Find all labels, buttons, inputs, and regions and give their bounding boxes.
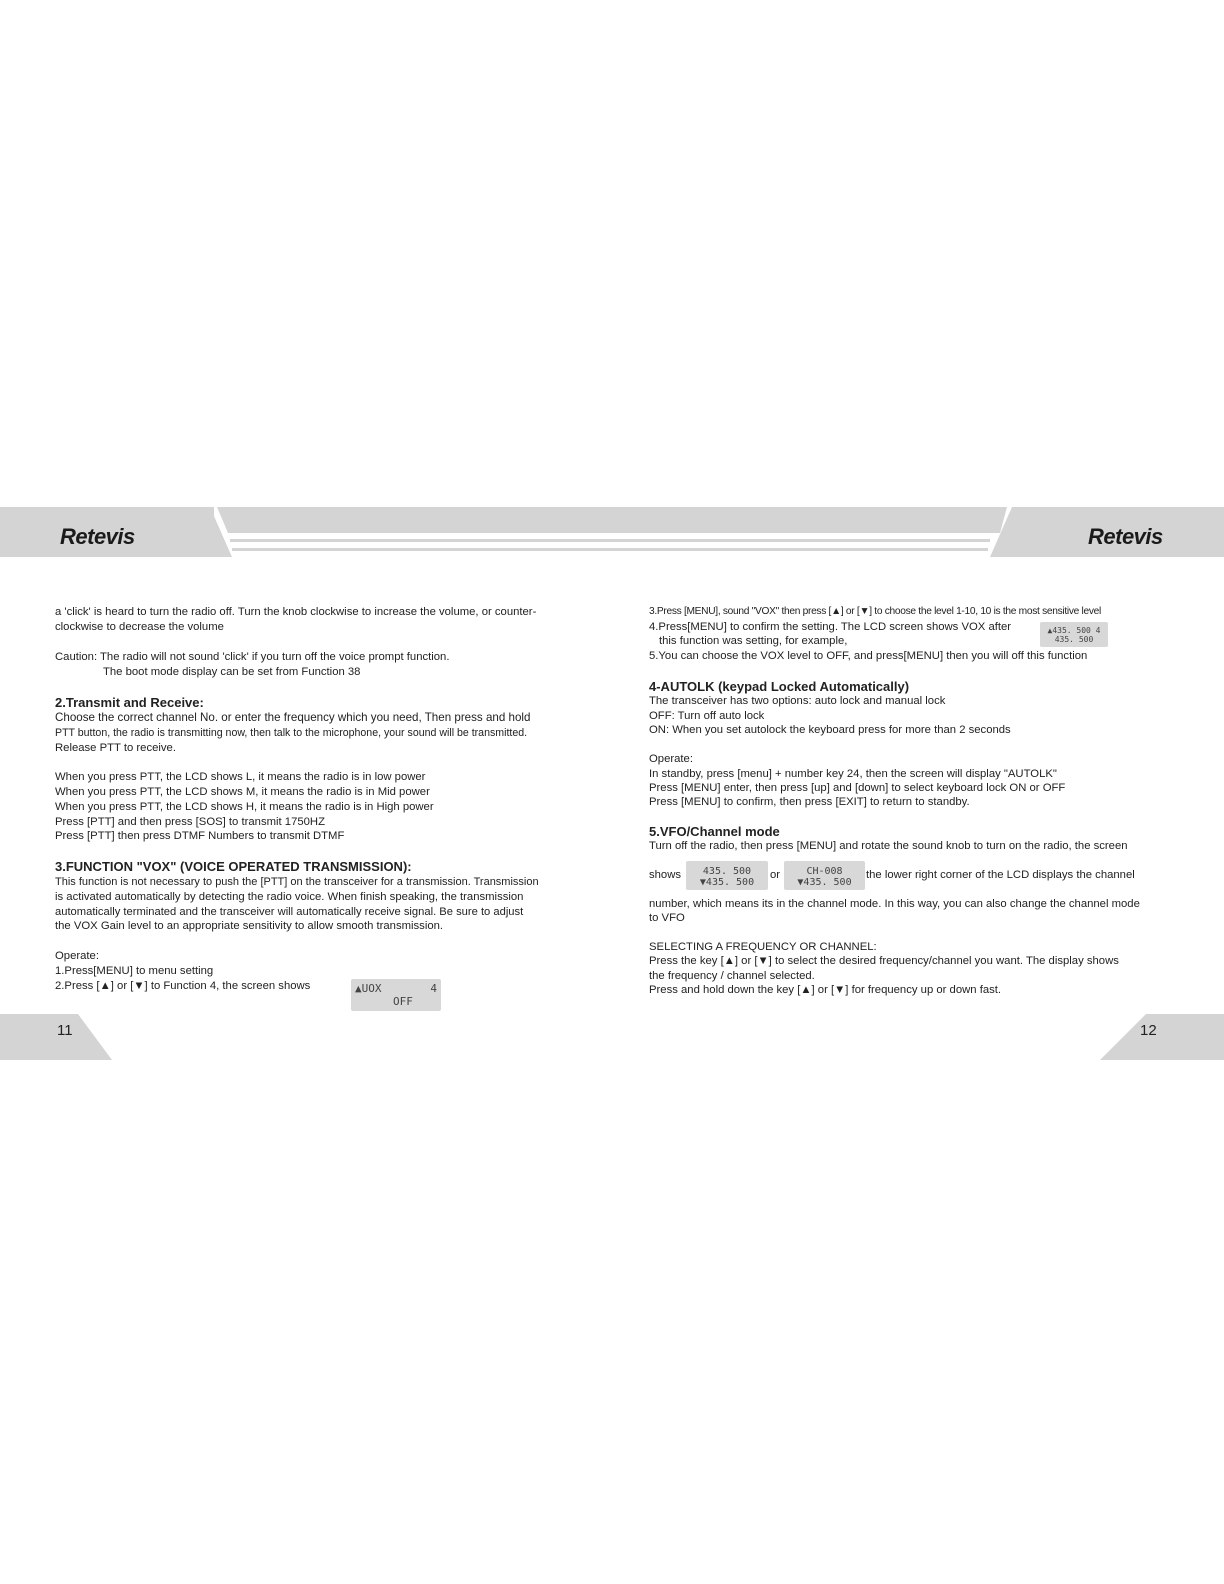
page-number-right: 12 bbox=[1140, 1022, 1157, 1039]
text-line: Operate: bbox=[55, 950, 99, 962]
text-line: the frequency / channel selected. bbox=[649, 970, 815, 982]
text-line: automatically terminated and the transceiver will automatically receive signal. Be sure to adjust bbox=[55, 906, 524, 918]
text-line: Release PTT to receive. bbox=[55, 742, 176, 754]
text-line: the VOX Gain level to an appropriate sensitivity to allow smooth transmission. bbox=[55, 920, 444, 932]
text-line: Press and hold down the key [▲] or [▼] for frequency up or down fast. bbox=[649, 984, 1002, 996]
lcd-vox-example bbox=[1040, 622, 1108, 647]
text-line: number, which means its in the channel mode. In this way, you can also change the channel mode bbox=[649, 898, 1140, 910]
lcd-text: 435. 500 bbox=[702, 866, 752, 877]
text-line: this function was setting, for example, bbox=[659, 635, 848, 647]
section-heading: 5.VFO/Channel mode bbox=[649, 824, 780, 839]
text-line: The transceiver has two options: auto lock and manual lock bbox=[649, 695, 946, 707]
text-line: is activated automatically by detecting the radio voice. When finish speaking, the transmission bbox=[55, 891, 524, 903]
header-decoration bbox=[0, 505, 1224, 560]
text-line: When you press PTT, the LCD shows M, it means the radio is in Mid power bbox=[55, 786, 430, 798]
text-line: 5.You can choose the VOX level to OFF, and press[MENU] then you will off this function bbox=[649, 650, 1088, 662]
text-line: 2.Press [▲] or [▼] to Function 4, the screen shows bbox=[55, 980, 311, 992]
text-line: Press [PTT] then press DTMF Numbers to transmit DTMF bbox=[55, 830, 345, 842]
text-line: In standby, press [menu] + number key 24, then the screen will display "AUTOLK" bbox=[649, 768, 1057, 780]
text-line: PTT button, the radio is transmitting now, then talk to the microphone, your sound will be transmitted. bbox=[55, 727, 528, 739]
text-line: Choose the correct channel No. or enter the frequency which you need, Then press and hold bbox=[55, 711, 531, 724]
lcd-vox-screen bbox=[351, 979, 441, 1011]
lcd-text: ▲435. 500 4 bbox=[1047, 626, 1101, 635]
text-line: Operate: bbox=[649, 753, 693, 765]
lcd-text: ▼435. 500 bbox=[699, 877, 755, 888]
section-heading: 4-AUTOLK (keypad Locked Automatically) bbox=[649, 679, 910, 694]
text-line: When you press PTT, the LCD shows L, it means the radio is in low power bbox=[55, 771, 426, 783]
text-line: SELECTING A FREQUENCY OR CHANNEL: bbox=[649, 941, 877, 953]
text-line: shows bbox=[649, 869, 682, 881]
lcd-text: ▲UOX bbox=[355, 982, 382, 995]
text-line: Press [MENU] enter, then press [up] and [down] to select keyboard lock ON or OFF bbox=[649, 782, 1066, 794]
lcd-vfo-mode bbox=[686, 861, 768, 890]
text-line: the lower right corner of the LCD displays the channel bbox=[866, 869, 1135, 881]
text-line: This function is not necessary to push the [PTT] on the transceiver for a transmission. Transmission bbox=[55, 876, 539, 888]
section-heading: 2.Transmit and Receive: bbox=[55, 695, 204, 710]
brand-logo-right: Retevis bbox=[1088, 524, 1163, 549]
brand-logo-left: Retevis bbox=[60, 524, 135, 549]
section-heading: 3.FUNCTION "VOX" (VOICE OPERATED TRANSMISSION): bbox=[55, 859, 412, 874]
lcd-text: OFF bbox=[393, 995, 413, 1008]
lcd-text: CH-008 bbox=[806, 866, 843, 877]
text-line: When you press PTT, the LCD shows H, it means the radio is in High power bbox=[55, 801, 434, 813]
text-line: Press [MENU] to confirm, then press [EXIT] to return to standby. bbox=[649, 796, 970, 808]
text-line: Turn off the radio, then press [MENU] and rotate the sound knob to turn on the radio, the screen bbox=[649, 840, 1128, 852]
text-line: or bbox=[770, 869, 781, 881]
text-line: 1.Press[MENU] to menu setting bbox=[55, 965, 214, 977]
text-line: clockwise to decrease the volume bbox=[55, 621, 224, 633]
page-number-left: 11 bbox=[57, 1022, 73, 1039]
text-line: 4.Press[MENU] to confirm the setting. The LCD screen shows VOX after bbox=[649, 621, 1012, 633]
text-line: 3.Press [MENU], sound "VOX" then press [▲] or [▼] to choose the level 1-10, 10 is the most sensitive level bbox=[649, 606, 1101, 617]
text-line: Caution: The radio will not sound 'click' if you turn off the voice prompt function. bbox=[55, 651, 450, 663]
footer-decoration bbox=[0, 1014, 1224, 1062]
text-line: to VFO bbox=[649, 912, 685, 924]
lcd-channel-mode bbox=[784, 861, 865, 890]
text-line: OFF: Turn off auto lock bbox=[649, 710, 765, 722]
lcd-text: ▼435. 500 bbox=[797, 877, 852, 888]
text-line: Press [PTT] and then press [SOS] to transmit 1750HZ bbox=[55, 816, 325, 828]
text-line: Press the key [▲] or [▼] to select the desired frequency/channel you want. The display shows bbox=[649, 955, 1119, 967]
text-line: a 'click' is heard to turn the radio off. Turn the knob clockwise to increase the volume, or counter- bbox=[55, 606, 537, 618]
lcd-text: 4 bbox=[430, 982, 437, 995]
lcd-text: 435. 500 bbox=[1054, 635, 1094, 644]
text-line: ON: When you set autolock the keyboard press for more than 2 seconds bbox=[649, 724, 1011, 736]
text-line: The boot mode display can be set from Function 38 bbox=[103, 666, 361, 678]
